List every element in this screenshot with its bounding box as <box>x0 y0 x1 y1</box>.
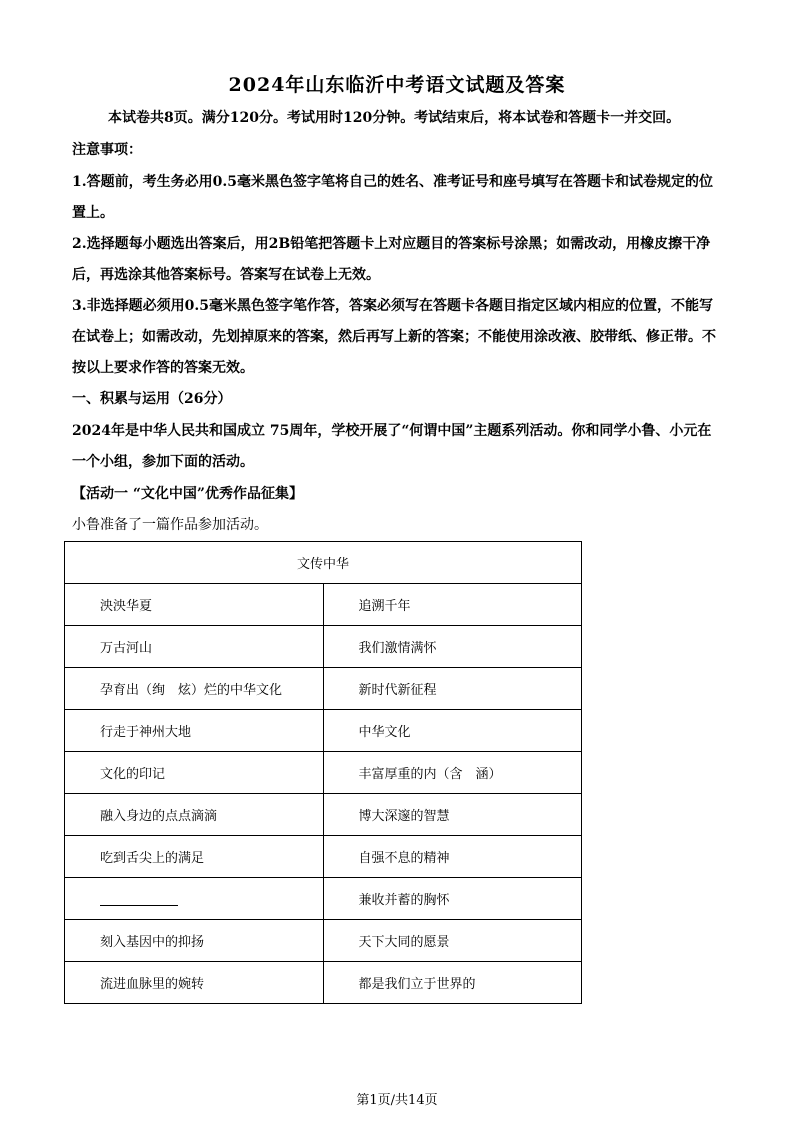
poem-left-cell: 孕育出（绚 炫）烂的中华文化 <box>65 668 324 710</box>
notice-line: 3.非选择题必须用0.5毫米黑色签字笔作答，答案必须写在答题卡各题目指定区域内相应的位置，不能写 <box>72 298 713 314</box>
fill-in-blank-line <box>100 891 178 906</box>
poem-left-cell: 刻入基因中的抑扬 <box>65 920 324 962</box>
table-row <box>65 668 582 710</box>
poem-left-cell: 文化的印记 <box>65 752 324 794</box>
page-footer: 第1页/共14页 <box>356 1093 438 1108</box>
notice-line: 2.选择题每小题选出答案后，用2B铅笔把答题卡上对应题目的答案标号涂黑；如需改动，用橡皮擦干净 <box>72 236 711 252</box>
poem-right-cell: 丰富厚重的内（含 涵） <box>323 752 582 794</box>
poem-right-cell: 追溯千年 <box>323 584 582 626</box>
table-row <box>65 962 582 1004</box>
poem-right-cell: 博大深邃的智慧 <box>323 794 582 836</box>
poem-title-row <box>65 542 582 584</box>
poem-right-cell: 都是我们立于世界的 <box>323 962 582 1004</box>
table-row <box>65 584 582 626</box>
poem-title: 文传中华 <box>65 542 582 584</box>
poem-left-cell: 流进血脉里的婉转 <box>65 962 324 1004</box>
poem-left-cell: 吃到舌尖上的满足 <box>65 836 324 878</box>
poem-right-cell: 天下大同的愿景 <box>323 920 582 962</box>
notice-line: 后，再选涂其他答案标号。答案写在试卷上无效。 <box>72 267 380 283</box>
poem-left-cell: 泱泱华夏 <box>65 584 324 626</box>
notice-line: 置上。 <box>72 205 114 221</box>
poem-left-cell: 行走于神州大地 <box>65 710 324 752</box>
table-row <box>65 794 582 836</box>
poem-right-cell: 我们激情满怀 <box>323 626 582 668</box>
context-line: 2024年是中华人民共和国成立 75周年，学校开展了“何谓中国”主题系列活动。你和同学小鲁、小元在 <box>72 423 712 439</box>
table-row <box>65 920 582 962</box>
notice-line: 1.答题前，考生务必用0.5毫米黑色签字笔将自己的姓名、准考证号和座号填写在答题卡和试卷规定的位 <box>72 174 713 190</box>
notice-heading: 注意事项： <box>72 142 142 158</box>
activity-heading: 【活动一 “文化中国”优秀作品征集】 <box>72 486 303 502</box>
notice-line: 按以上要求作答的答案无效。 <box>72 360 254 376</box>
table-row <box>65 878 582 920</box>
poem-right-cell: 自强不息的精神 <box>323 836 582 878</box>
poem-right-cell: 兼收并蓄的胸怀 <box>323 878 582 920</box>
section-heading: 一、积累与运用（26分） <box>72 391 232 407</box>
poem-right-cell: 新时代新征程 <box>323 668 582 710</box>
context-line: 一个小组，参加下面的活动。 <box>72 454 254 470</box>
table-row <box>65 710 582 752</box>
notice-line: 在试卷上；如需改动，先划掉原来的答案，然后再写上新的答案；不能使用涂改液、胶带纸、修正带。不 <box>72 329 716 345</box>
poem-left-cell: 融入身边的点点滴滴 <box>65 794 324 836</box>
poem-left-cell: 万古河山 <box>65 626 324 668</box>
poem-right-cell: 中华文化 <box>323 710 582 752</box>
table-row <box>65 752 582 794</box>
exam-title: 2024年山东临沂中考语文试题及答案 <box>228 74 566 96</box>
table-row <box>65 626 582 668</box>
exam-intro: 本试卷共8页。满分120分。考试用时120分钟。考试结束后，将本试卷和答题卡一并交回。 <box>108 110 681 126</box>
poem-blank-cell <box>65 878 324 920</box>
activity-intro: 小鲁准备了一篇作品参加活动。 <box>72 517 268 533</box>
poem-table <box>64 541 582 1004</box>
table-row <box>65 836 582 878</box>
